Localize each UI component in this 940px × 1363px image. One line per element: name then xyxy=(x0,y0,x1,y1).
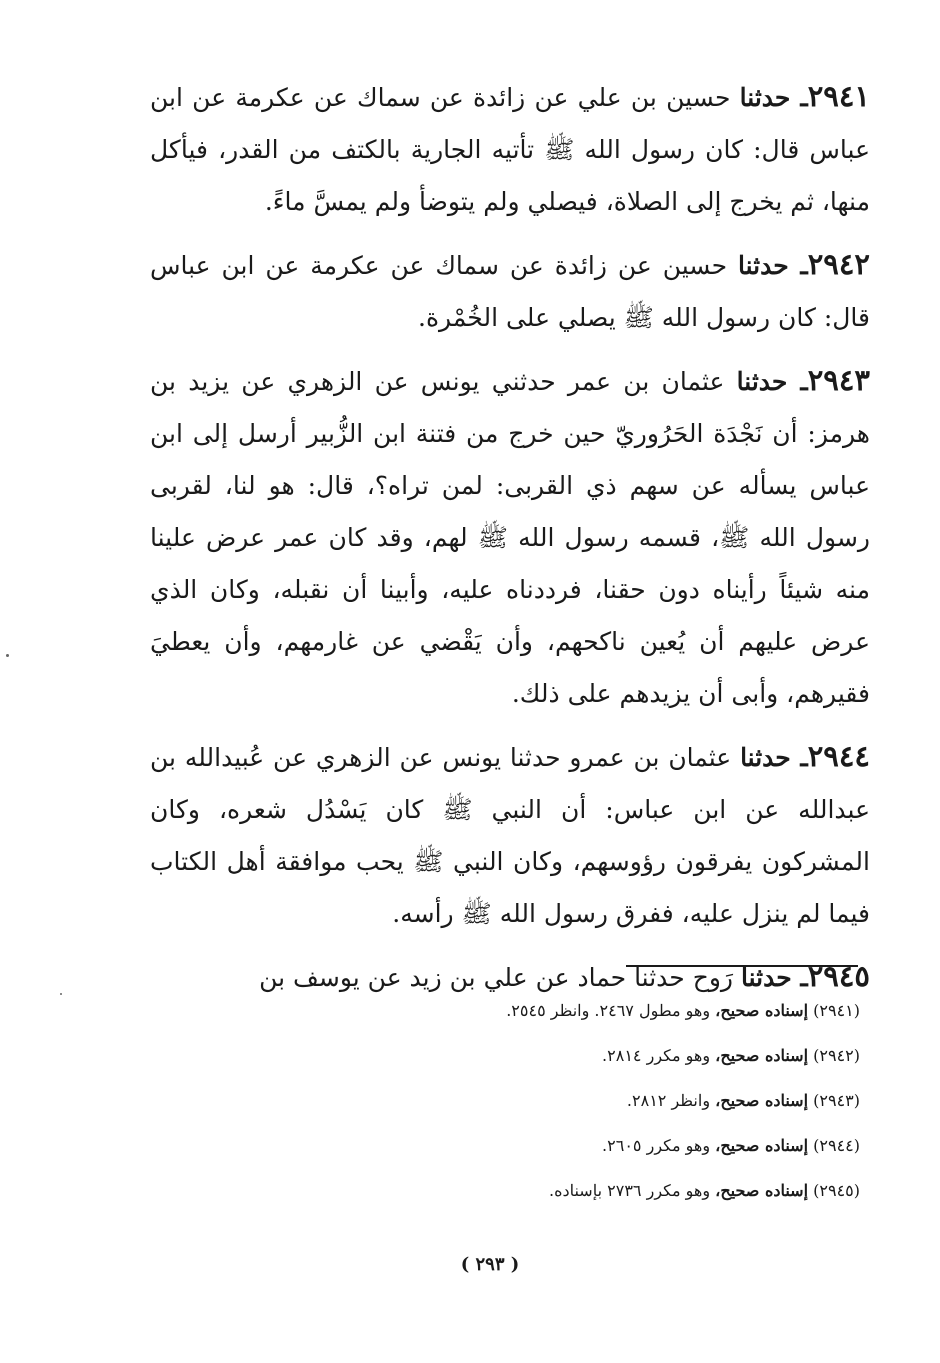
scan-speck xyxy=(60,993,62,995)
hadith-number: ٢٩٤٥ xyxy=(807,959,870,993)
footnote-ref: (٢٩٤٥) xyxy=(813,1181,860,1200)
hadith-number: ٢٩٤٢ xyxy=(807,247,870,281)
footnote-note: وانظر ٢٨١٢. xyxy=(626,1091,711,1110)
footnote-ref: (٢٩٤٣) xyxy=(813,1091,860,1110)
hadith-lead: حدثنا xyxy=(736,367,788,396)
hadith-lead: حدثنا xyxy=(740,743,791,772)
footnotes xyxy=(380,988,860,1213)
footnote xyxy=(380,988,860,1033)
hadith-lead: حدثنا xyxy=(740,963,792,992)
hadith-paragraph xyxy=(150,730,870,940)
hadith-paragraph xyxy=(150,354,870,720)
hadith-body xyxy=(150,70,870,1014)
footnote-note: وهو مكرر ٢٨١٤. xyxy=(602,1046,711,1065)
footnote-note: وهو مكرر ٢٧٣٦ بإسناده. xyxy=(549,1181,711,1200)
hadith-paragraph xyxy=(150,238,870,344)
hadith-text: عثمان بن عمرو حدثنا يونس عن الزهري عن عُبيدالله بن عبدالله عن ابن عباس: أن النبي ﷺ كان يَسْدُل شعره، وكان المشركون يفرقون رؤوسهم، وكان النبي ﷺ يحب موافقة أهل الكتاب فيما لم ينزل عليه، ففرق رسول الله ﷺ رأسه. xyxy=(150,743,870,928)
hadith-dash: ـ xyxy=(787,367,808,396)
page-number: ( ٢٩٣ ) xyxy=(460,1254,520,1275)
footnote-grade: إسناده صحيح، xyxy=(715,1136,809,1155)
footnote xyxy=(380,1033,860,1078)
hadith-lead: حدثنا xyxy=(739,83,791,112)
hadith-dash: ـ xyxy=(791,963,808,992)
footnote-note: وهو مكرر ٢٦٠٥. xyxy=(602,1136,711,1155)
footnote-grade: إسناده صحيح، xyxy=(715,1181,809,1200)
footnote xyxy=(380,1078,860,1123)
footnote-ref: (٢٩٤٢) xyxy=(813,1046,860,1065)
footnote-grade: إسناده صحيح، xyxy=(715,1091,809,1110)
footnote-grade: إسناده صحيح، xyxy=(715,1001,809,1020)
footnote-grade: إسناده صحيح، xyxy=(715,1046,809,1065)
hadith-text: حسين بن علي عن زائدة عن سماك عن عكرمة عن ابن عباس قال: كان رسول الله ﷺ تأتيه الجارية بالكتف من القدر، فيأكل منها، ثم يخرج إلى الصلاة، فيصلي ولم يتوضأ ولم يمسَّ ماءً. xyxy=(150,83,870,216)
footnote-note: وهو مطول ٢٤٦٧. وانظر ٢٥٤٥. xyxy=(506,1001,711,1020)
hadith-number: ٢٩٤٣ xyxy=(807,363,871,397)
footnote-ref: (٢٩٤٤) xyxy=(813,1136,860,1155)
hadith-dash: ـ xyxy=(788,251,808,280)
hadith-text: عثمان بن عمر حدثني يونس عن الزهري عن يزيد بن هرمز: أن نَجْدَة الحَرُوريّ حين خرج من فتنة ابن الزُّبير أرسل إلى ابن عباس يسأله عن سهم ذي القربى: لمن تراه؟، قال: هو لنا، لقربى رسول الله ﷺ، قسمه رسول الله ﷺ لهم، وقد كان عمر عرض علينا منه شيئاً رأيناه دون حقنا، فرددناه عليه، وأبينا أن نقبله، وكان الذي عرض عليهم أن يُعين ناكحهم، وأن يَقْضي عن غارمهم، وأن يعطيَ فقيرهم، وأبى أن يزيدهم على ذلك. xyxy=(150,367,870,708)
hadith-paragraph xyxy=(150,70,870,228)
footnote xyxy=(380,1168,860,1213)
hadith-number: ٢٩٤١ xyxy=(807,79,870,113)
hadith-dash: ـ xyxy=(790,83,808,112)
footnote-ref: (٢٩٤١) xyxy=(813,1001,860,1020)
footnote-divider xyxy=(626,965,858,967)
hadith-text: رَوح حدثنا حماد عن علي بن زيد عن يوسف بن xyxy=(259,963,733,992)
hadith-dash: ـ xyxy=(790,743,808,772)
hadith-number: ٢٩٤٤ xyxy=(807,739,870,773)
footnote xyxy=(380,1123,860,1168)
scan-speck xyxy=(6,654,9,657)
hadith-lead: حدثنا xyxy=(737,251,789,280)
hadith-text: حسين عن زائدة عن سماك عن عكرمة عن ابن عباس قال: كان رسول الله ﷺ يصلي على الخُمْرة. xyxy=(150,251,870,332)
